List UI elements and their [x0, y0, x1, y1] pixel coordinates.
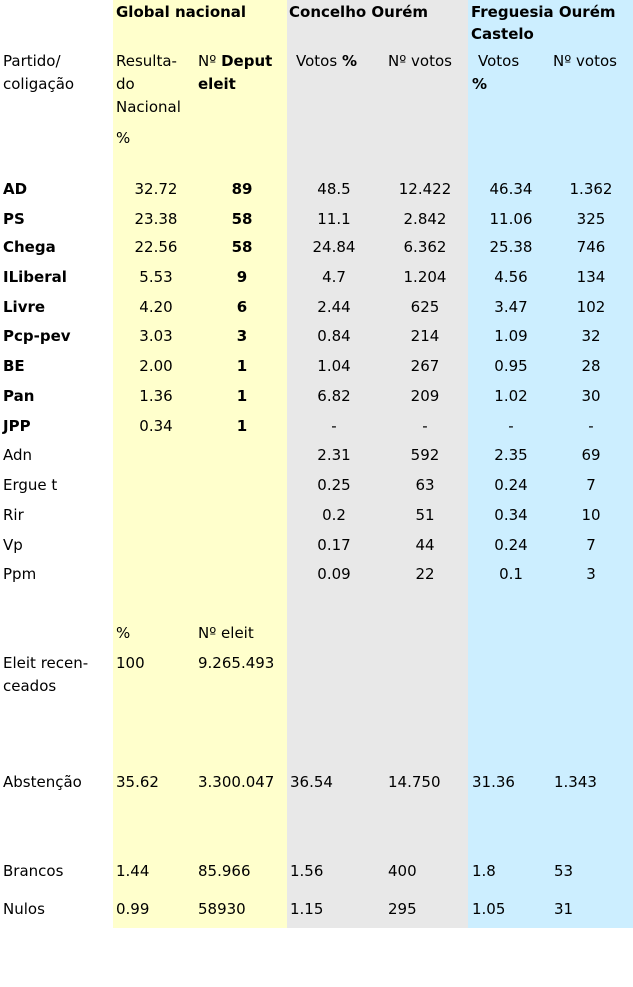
party-deputies: 58 [231, 210, 253, 228]
party-name: PS [3, 210, 25, 228]
header-concelho: Concelho Ourém [289, 3, 429, 21]
party-concelho-pct: 24.84 [312, 238, 356, 256]
brancos-f-pct: 1.8 [472, 862, 496, 880]
minor-party-name: Rir [3, 506, 24, 524]
party-name: ILiberal [3, 268, 67, 286]
party-deputies: 6 [236, 298, 248, 316]
party-deputies: 1 [236, 357, 248, 375]
party-concelho-pct: 11.1 [317, 210, 351, 228]
party-freguesia-votes: 28 [581, 357, 601, 375]
header-freguesia-line2: Castelo [471, 25, 534, 43]
party-freguesia-pct: - [508, 417, 514, 435]
party-name: Pan [3, 387, 35, 405]
subheader-resultado-pct: % [116, 129, 131, 147]
party-freguesia-votes: - [588, 417, 594, 435]
header-global: Global nacional [116, 3, 247, 21]
concelho-votos-label: Votos [296, 52, 338, 70]
abst-c-n: 14.750 [388, 773, 441, 791]
minor-party-name: Vp [3, 536, 23, 554]
party-name: Pcp-pev [3, 327, 71, 345]
abst-f-n: 1.343 [554, 773, 597, 791]
party-concelho-votes: 625 [410, 298, 440, 316]
subheader-resultado-line1: Resulta- [116, 52, 177, 70]
minor-party-freguesia-votes: 7 [586, 536, 596, 554]
abst-n: 3.300.047 [198, 773, 275, 791]
party-concelho-pct: 6.82 [317, 387, 351, 405]
party-freguesia-pct: 1.09 [494, 327, 528, 345]
party-national-pct: 1.36 [139, 387, 173, 405]
party-concelho-pct: 1.04 [317, 357, 351, 375]
minor-party-concelho-pct: 0.09 [317, 565, 351, 583]
party-deputies: 3 [236, 327, 248, 345]
party-freguesia-pct: 11.06 [489, 210, 533, 228]
header-freguesia-line1: Freguesia Ourém [471, 3, 616, 21]
subheader-partido-line2: coligação [3, 75, 75, 93]
nulos-label: Nulos [3, 900, 45, 918]
minor-party-concelho-pct: 2.31 [317, 446, 351, 464]
subheader-resultado-line2: do [116, 75, 135, 93]
nulos-c-n: 295 [388, 900, 417, 918]
party-name: AD [3, 180, 28, 198]
minor-party-name: Ppm [3, 565, 37, 583]
summary-header-neleit: Nº eleit [198, 624, 254, 642]
minor-party-concelho-votes: 51 [415, 506, 435, 524]
minor-party-freguesia-pct: 0.24 [494, 536, 528, 554]
nulos-f-pct: 1.05 [472, 900, 506, 918]
minor-party-freguesia-pct: 0.1 [499, 565, 523, 583]
party-freguesia-votes: 30 [581, 387, 601, 405]
party-national-pct: 32.72 [134, 180, 178, 198]
brancos-pct: 1.44 [116, 862, 150, 880]
party-concelho-pct: 4.7 [322, 268, 346, 286]
party-freguesia-pct: 46.34 [489, 180, 533, 198]
party-freguesia-pct: 1.02 [494, 387, 528, 405]
minor-party-concelho-votes: 592 [410, 446, 440, 464]
party-freguesia-pct: 3.47 [494, 298, 528, 316]
party-concelho-votes: 267 [410, 357, 440, 375]
eleit-label-line2: ceados [3, 677, 57, 695]
subheader-deput-prefix: Nº [198, 52, 217, 70]
brancos-c-pct: 1.56 [290, 862, 324, 880]
eleit-label-line1: Eleit recen- [3, 654, 89, 672]
nulos-c-pct: 1.15 [290, 900, 324, 918]
party-freguesia-pct: 4.56 [494, 268, 528, 286]
brancos-c-n: 400 [388, 862, 417, 880]
minor-party-concelho-pct: 0.25 [317, 476, 351, 494]
abst-pct: 35.62 [116, 773, 159, 791]
minor-party-name: Adn [3, 446, 33, 464]
party-freguesia-votes: 746 [576, 238, 606, 256]
party-freguesia-votes: 134 [576, 268, 606, 286]
nulos-pct: 0.99 [116, 900, 150, 918]
party-concelho-pct: 48.5 [317, 180, 351, 198]
abst-label: Abstenção [3, 773, 82, 791]
nulos-n: 58930 [198, 900, 246, 918]
party-concelho-votes: - [422, 417, 428, 435]
subheader-freguesia-pct: % [472, 75, 488, 93]
minor-party-freguesia-votes: 10 [581, 506, 601, 524]
brancos-label: Brancos [3, 862, 64, 880]
eleit-n: 9.265.493 [198, 654, 275, 672]
subheader-resultado-line3: Nacional [116, 98, 181, 116]
minor-party-concelho-votes: 22 [415, 565, 435, 583]
minor-party-freguesia-votes: 7 [586, 476, 596, 494]
party-national-pct: 2.00 [139, 357, 173, 375]
party-concelho-votes: 2.842 [403, 210, 447, 228]
nulos-f-n: 31 [554, 900, 574, 918]
party-concelho-votes: 214 [410, 327, 440, 345]
abst-f-pct: 31.36 [472, 773, 515, 791]
party-name: Chega [3, 238, 56, 256]
minor-party-freguesia-pct: 0.24 [494, 476, 528, 494]
party-national-pct: 4.20 [139, 298, 173, 316]
party-name: BE [3, 357, 25, 375]
subheader-deput-line2: eleit [198, 75, 236, 93]
subheader-concelho-nvotos: Nº votos [388, 52, 452, 70]
subheader-deput [198, 50, 272, 73]
party-deputies: 1 [236, 387, 248, 405]
party-deputies: 9 [236, 268, 248, 286]
party-name: JPP [3, 417, 31, 435]
subheader-freguesia-votos: Votos [478, 52, 520, 70]
party-concelho-pct: - [331, 417, 337, 435]
party-freguesia-votes: 102 [576, 298, 606, 316]
minor-party-freguesia-votes: 3 [586, 565, 596, 583]
party-national-pct: 22.56 [134, 238, 178, 256]
brancos-f-n: 53 [554, 862, 574, 880]
party-name: Livre [3, 298, 46, 316]
party-national-pct: 23.38 [134, 210, 178, 228]
minor-party-name: Ergue t [3, 476, 58, 494]
minor-party-freguesia-votes: 69 [581, 446, 601, 464]
minor-party-concelho-votes: 63 [415, 476, 435, 494]
party-concelho-votes: 209 [410, 387, 440, 405]
subheader-partido-line1: Partido/ [3, 52, 61, 70]
party-concelho-votes: 12.422 [398, 180, 452, 198]
party-freguesia-votes: 325 [576, 210, 606, 228]
minor-party-concelho-pct: 0.17 [317, 536, 351, 554]
party-freguesia-pct: 25.38 [489, 238, 533, 256]
party-national-pct: 5.53 [139, 268, 173, 286]
party-concelho-votes: 1.204 [403, 268, 447, 286]
concelho-pct-label: % [341, 52, 357, 70]
party-deputies: 58 [231, 238, 253, 256]
party-deputies: 89 [231, 180, 253, 198]
minor-party-concelho-votes: 44 [415, 536, 435, 554]
summary-header-pct: % [116, 624, 131, 642]
party-concelho-pct: 0.84 [317, 327, 351, 345]
party-freguesia-pct: 0.95 [494, 357, 528, 375]
abst-c-pct: 36.54 [290, 773, 333, 791]
minor-party-freguesia-pct: 2.35 [494, 446, 528, 464]
brancos-n: 85.966 [198, 862, 251, 880]
subheader-freguesia-nvotos: Nº votos [553, 52, 617, 70]
subheader-concelho-votos [296, 50, 357, 73]
party-deputies: 1 [236, 417, 248, 435]
minor-party-concelho-pct: 0.2 [322, 506, 346, 524]
party-freguesia-votes: 1.362 [569, 180, 613, 198]
party-concelho-pct: 2.44 [317, 298, 351, 316]
party-national-pct: 3.03 [139, 327, 173, 345]
party-freguesia-votes: 32 [581, 327, 601, 345]
party-concelho-votes: 6.362 [403, 238, 447, 256]
eleit-pct: 100 [116, 654, 145, 672]
minor-party-freguesia-pct: 0.34 [494, 506, 528, 524]
party-national-pct: 0.34 [139, 417, 173, 435]
subheader-deput-bold: Deput [221, 52, 273, 70]
